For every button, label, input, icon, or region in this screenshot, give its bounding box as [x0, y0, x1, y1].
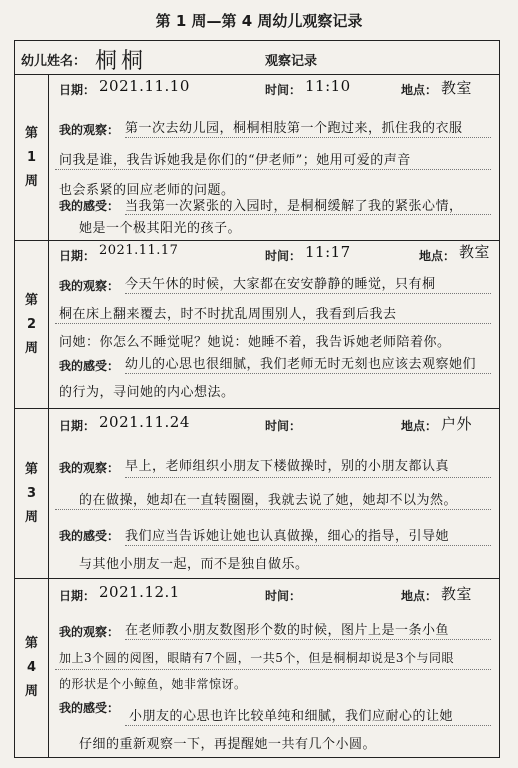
week-label-char: 周 [24, 173, 38, 189]
place-label: 地点： [401, 419, 438, 433]
week-content [49, 579, 499, 757]
record-heading: 观察记录 [265, 54, 318, 69]
feeling-label: 我的感受： [59, 529, 120, 543]
place-value: 户外 [441, 415, 473, 433]
observation-line: 早上，老师组织小朋友下楼做操时，别的小朋友都认真 [125, 459, 450, 474]
week-section [15, 409, 499, 579]
date-value: 2021.11.24 [99, 413, 190, 431]
ruled-line [125, 725, 491, 726]
week-label [15, 241, 49, 408]
observation-line: 问她：你怎么不睡觉呢？她说：她睡不着，我告诉她老师陪着你。 [59, 335, 451, 350]
date-value: 2021.12.1 [99, 583, 180, 601]
week-label-char: 第 [24, 461, 38, 477]
date-label: 日期： [59, 83, 96, 97]
time-label: 时间： [265, 419, 302, 433]
observation-label: 我的观察： [59, 123, 120, 137]
feeling-line: 幼儿的心思也很细腻，我们老师无时无刻也应该去观察她们 [125, 357, 477, 372]
date-value: 2021.11.10 [99, 77, 190, 95]
observation-line: 问我是谁，我告诉她我是你们的“伊老师”；她用可爱的声音 [59, 153, 411, 168]
ruled-line [55, 323, 491, 324]
date-label: 日期： [59, 419, 96, 433]
feeling-line: 我们应当告诉她让她也认真做操，细心的指导，引导她 [125, 529, 450, 544]
time-label: 时间： [265, 589, 302, 603]
feeling-line: 小朋友的心思也许比较单纯和细腻，我们应耐心的让她 [129, 709, 454, 724]
week-label-char: 周 [24, 340, 38, 356]
observation-line: 第一次去幼儿园，桐桐相肢第一个跑过来，抓住我的衣服 [125, 121, 463, 136]
date-value: 2021.11.17 [99, 243, 179, 258]
week-label-char: 3 [26, 485, 37, 501]
ruled-line [125, 477, 491, 478]
place-value: 教室 [459, 243, 491, 261]
week-label-char: 第 [24, 125, 38, 141]
table-header [15, 41, 499, 75]
feeling-line: 与其他小朋友一起，而不是独自做乐。 [79, 557, 309, 572]
date-label: 日期： [59, 249, 96, 263]
ruled-line [125, 137, 491, 138]
observation-table [14, 40, 500, 758]
observation-label: 我的观察： [59, 279, 120, 293]
week-section [15, 75, 499, 241]
ruled-line [55, 509, 491, 510]
week-label [15, 579, 49, 757]
observation-line: 的形状是个小鲸鱼，她非常惊讶。 [59, 677, 247, 691]
ruled-line [55, 169, 491, 170]
time-value: 11:17 [305, 243, 351, 261]
week-label [15, 409, 49, 578]
week-label-char: 第 [24, 636, 38, 651]
place-label: 地点： [401, 589, 438, 603]
place-label: 地点： [401, 83, 438, 97]
feeling-line: 当我第一次紧张的入园时，是桐桐缓解了我的紧张心情， [125, 199, 463, 214]
week-content [49, 241, 499, 408]
time-label: 时间： [265, 249, 302, 263]
feeling-label: 我的感受： [59, 199, 120, 213]
ruled-line [125, 639, 491, 640]
ruled-line [125, 293, 491, 294]
place-value: 教室 [441, 585, 473, 603]
ruled-line [55, 669, 491, 670]
observation-label: 我的观察： [59, 461, 120, 475]
week-label-char: 第 [24, 292, 38, 308]
ruled-line [125, 373, 491, 374]
page-title: 第 1 周—第 4 周幼儿观察记录 [155, 12, 363, 30]
observation-line: 在老师教小朋友数图形个数的时候，图片上是一条小鱼 [125, 623, 450, 638]
week-label [15, 75, 49, 240]
week-label-char: 1 [26, 149, 37, 165]
week-label-char: 4 [26, 660, 37, 675]
week-label-char: 2 [26, 316, 37, 332]
feeling-label: 我的感受： [59, 359, 120, 373]
child-name-value: 桐桐 [95, 49, 148, 74]
observation-line: 的在做操，她却在一直转圈圈，我就去说了她，她却不以为然。 [79, 493, 458, 508]
observation-line: 也会系紧的回应老师的问题。 [59, 183, 235, 198]
week-label-char: 周 [24, 509, 38, 525]
feeling-line: 仔细的重新观察一下，再提醒她一共有几个小圆。 [79, 737, 377, 752]
observation-line: 加上3个圆的阅图，眼睛有7个圆，一共5个，但是桐桐却说是3个与同眼 [59, 651, 455, 665]
week-content [49, 409, 499, 578]
ruled-line [125, 214, 491, 215]
week-section [15, 241, 499, 409]
child-name-label: 幼儿姓名： [21, 54, 87, 69]
feeling-line: 她是一个极其阳光的孩子。 [79, 221, 242, 236]
place-label: 地点： [419, 249, 456, 263]
week-label-char: 周 [24, 684, 38, 699]
time-label: 时间： [265, 83, 302, 97]
feeling-line: 的行为，寻问她的内心想法。 [59, 385, 235, 400]
feeling-label: 我的感受： [59, 701, 120, 715]
time-value: 11:10 [305, 77, 351, 95]
place-value: 教室 [441, 79, 473, 97]
week-content [49, 75, 499, 240]
observation-line: 今天午休的时候，大家都在安安静静的睡觉，只有桐 [125, 277, 436, 292]
week-section [15, 579, 499, 757]
date-label: 日期： [59, 589, 96, 603]
ruled-line [125, 545, 491, 546]
observation-line: 桐在床上翻来覆去，时不时扰乱周围别人，我看到后我去 [59, 307, 397, 322]
observation-label: 我的观察： [59, 625, 120, 639]
